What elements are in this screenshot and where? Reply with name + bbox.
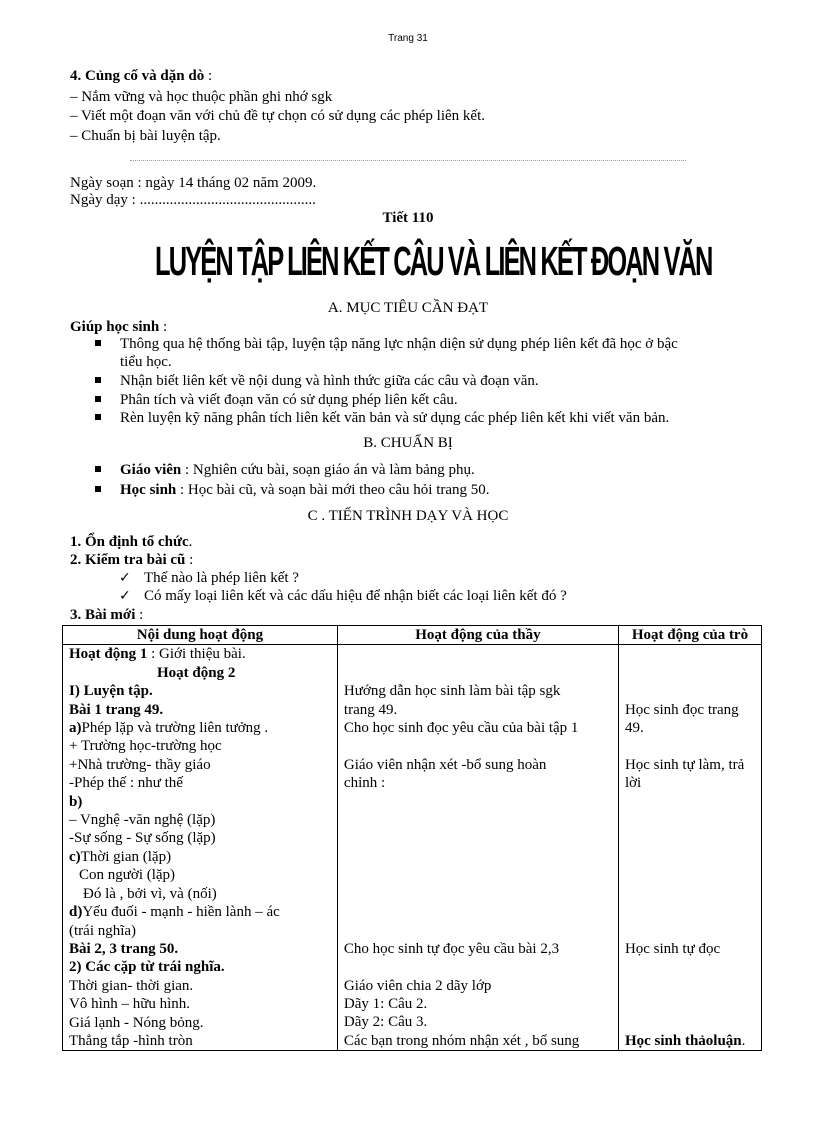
bullet-square-icon bbox=[95, 396, 101, 402]
teacher-line: trang 49. bbox=[343, 701, 398, 718]
section-c-heading: C . TIẾN TRÌNH DẠY VÀ HỌC bbox=[307, 508, 509, 524]
student-cell bbox=[618, 645, 761, 1051]
content-line: 2) Các cặp từ trái nghĩa. bbox=[69, 959, 225, 976]
prep-student: Học sinh : Học bài cũ, và soạn bài mới theo câu hỏi trang 50. bbox=[120, 482, 490, 498]
teacher-line: chỉnh : bbox=[343, 775, 386, 792]
content-line: – Vnghệ -văn nghệ (lặp) bbox=[69, 812, 216, 829]
step-3: 3. Bài mới : bbox=[70, 607, 144, 623]
page-number: Trang 31 bbox=[388, 33, 428, 44]
objective-item: Phân tích và viết đoạn văn có sử dụng phép liên kết câu. bbox=[120, 392, 458, 408]
column-header-content: Nội dung hoạt động bbox=[63, 626, 338, 645]
bullet-square-icon bbox=[95, 340, 101, 346]
bullet-square-icon bbox=[95, 414, 101, 420]
teacher-line: Các bạn trong nhóm nhận xét , bổ sung bbox=[343, 1032, 580, 1049]
student-line: 49. bbox=[624, 719, 644, 736]
divider bbox=[130, 160, 686, 161]
content-line: Giá lạnh - Nóng bỏng. bbox=[69, 1014, 204, 1031]
step-2: 2. Kiểm tra bài cũ : bbox=[70, 552, 194, 568]
content-line: Vô hình – hữu hình. bbox=[69, 996, 191, 1013]
section-a-heading: A. MỤC TIÊU CẦN ĐẠT bbox=[327, 300, 489, 316]
objective-item: Rèn luyện kỹ năng phân tích liên kết văn bản và sử dụng các phép liên kết khi viết văn bản. bbox=[120, 410, 670, 426]
teacher-line: Dãy 1: Câu 2. bbox=[343, 995, 428, 1012]
content-line: a)Phép lặp và trường liên tưởng . bbox=[69, 720, 269, 737]
student-line: Học sinh tự đọc bbox=[624, 940, 721, 957]
content-line: + Trường học-trường học bbox=[69, 738, 222, 755]
consolidation-item: – Viết một đoạn văn với chủ đề tự chọn có sử dụng các phép liên kết. bbox=[70, 108, 485, 124]
content-line: c)Thời gian (lặp) bbox=[69, 848, 172, 865]
content-cell bbox=[63, 645, 338, 1051]
teacher-line: Giáo viên nhận xét -bổ sung hoàn bbox=[343, 756, 547, 773]
objective-item-continued: tiểu học. bbox=[120, 354, 172, 370]
consolidation-item: – Chuẩn bị bài luyện tập. bbox=[70, 128, 221, 144]
objective-item: Nhận biết liên kết về nội dung và hình thức giữa các câu và đoạn văn. bbox=[120, 373, 539, 389]
content-line: I) Luyện tập. bbox=[69, 683, 153, 700]
student-line: lời bbox=[624, 775, 642, 792]
consolidation-item: – Nắm vững và học thuộc phần ghi nhớ sgk bbox=[70, 89, 333, 105]
activity-2: Hoạt động 2 bbox=[157, 664, 236, 681]
content-line: Thẳng tắp -hình tròn bbox=[69, 1032, 193, 1049]
content-line: -Sự sống - Sự sống (lặp) bbox=[69, 830, 216, 847]
activity-table bbox=[62, 625, 762, 1051]
teacher-line: Cho học sinh đọc yêu cầu của bài tập 1 bbox=[343, 720, 579, 736]
step-1: 1. Ổn định tổ chức. bbox=[70, 534, 193, 550]
prep-teacher: Giáo viên : Nghiên cứu bài, soạn giáo án và làm bảng phụ. bbox=[120, 462, 475, 478]
teacher-cell bbox=[337, 645, 618, 1051]
section-b-heading: B. CHUẨN BỊ bbox=[363, 435, 453, 451]
checkmark-icon: ✓ bbox=[119, 570, 131, 586]
teach-date: Ngày dạy : ............................................... bbox=[70, 192, 316, 208]
lesson-period: Tiết 110 bbox=[382, 210, 434, 226]
student-line: Học sinh thảoluận. bbox=[624, 1032, 746, 1049]
prep-date: Ngày soạn : ngày 14 tháng 02 năm 2009. bbox=[70, 175, 317, 191]
content-line: b) bbox=[69, 793, 83, 810]
content-line: Đó là , bởi vì, và (nối) bbox=[83, 885, 217, 902]
content-line: Bài 1 trang 49. bbox=[69, 701, 164, 718]
consolidation-heading: 4. Củng cố và dặn dò : bbox=[70, 68, 213, 84]
student-line: Học sinh tự làm, trả bbox=[624, 756, 745, 773]
teacher-line: Dãy 2: Câu 3. bbox=[343, 1014, 428, 1031]
bullet-square-icon bbox=[95, 466, 101, 472]
column-header-student: Hoạt động của trò bbox=[618, 626, 761, 645]
teacher-line: Hướng dẫn học sinh làm bài tập sgk bbox=[343, 683, 561, 700]
activity-1: Hoạt động 1 : Giới thiệu bài. bbox=[69, 646, 246, 663]
checkmark-icon: ✓ bbox=[119, 588, 131, 604]
bullet-square-icon bbox=[95, 377, 101, 383]
lesson-title: LUYỆN TẬP LIÊN KẾT CÂU VÀ LIÊN KẾT ĐOẠN VĂN bbox=[155, 238, 712, 284]
section-a-intro: Giúp học sinh : bbox=[70, 319, 168, 335]
content-line: d)Yếu đuối - mạnh - hiền lành – ác bbox=[69, 904, 280, 921]
content-line: +Nhà trường- thầy giáo bbox=[69, 756, 211, 773]
column-header-teacher: Hoạt động của thầy bbox=[337, 626, 618, 645]
objective-item: Thông qua hệ thống bài tập, luyện tập năng lực nhận diện sử dụng phép liên kết đã học ở bậc bbox=[120, 336, 678, 352]
review-question: Thế nào là phép liên kết ? bbox=[144, 570, 299, 586]
content-line: Thời gian- thời gian. bbox=[69, 977, 194, 994]
student-line: Học sinh đọc trang bbox=[624, 701, 739, 718]
table-header-row bbox=[63, 626, 762, 645]
bullet-square-icon bbox=[95, 486, 101, 492]
teacher-line: Giáo viên chia 2 dãy lớp bbox=[343, 977, 492, 994]
review-question: Có mấy loại liên kết và các dấu hiệu để nhận biết các loại liên kết đó ? bbox=[144, 588, 567, 604]
content-line: (trái nghĩa) bbox=[69, 922, 137, 939]
teacher-line: Cho học sinh tự đọc yêu cầu bài 2,3 bbox=[343, 940, 560, 957]
content-line: Bài 2, 3 trang 50. bbox=[69, 940, 179, 957]
content-line: Con người (lặp) bbox=[79, 867, 176, 884]
content-line: -Phép thế : như thế bbox=[69, 775, 183, 792]
table-row bbox=[63, 645, 762, 1051]
